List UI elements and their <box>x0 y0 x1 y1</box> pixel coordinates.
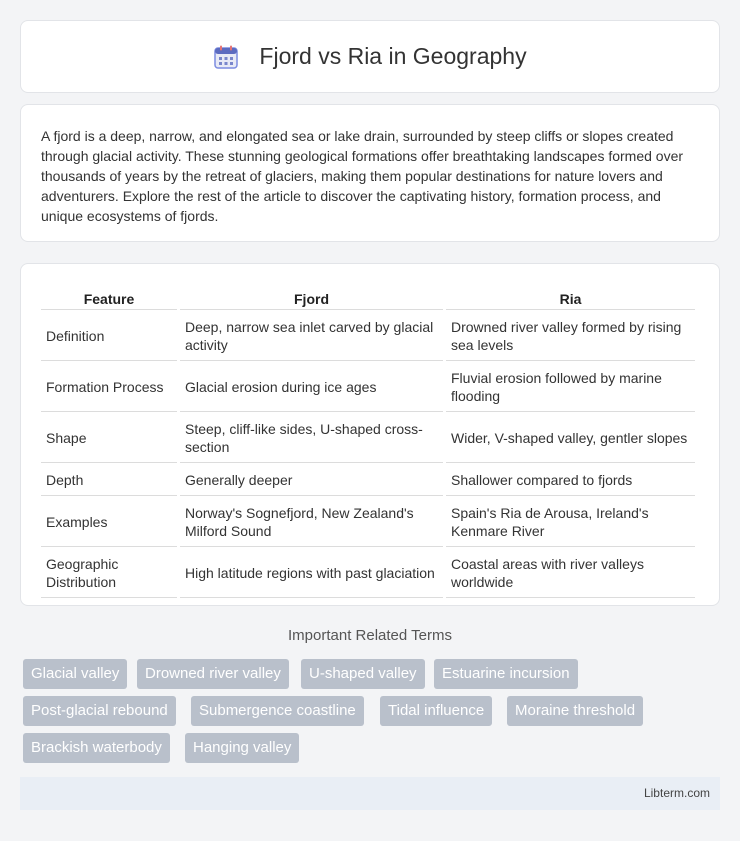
feature-cell: Formation Process <box>41 363 177 412</box>
feature-cell: Examples <box>41 498 177 547</box>
tag-hanging-valley[interactable]: Hanging valley <box>185 733 299 763</box>
tag-post-glacial-rebound[interactable]: Post-glacial rebound <box>23 696 176 726</box>
feature-cell: Shape <box>41 414 177 463</box>
fjord-cell: High latitude regions with past glaciation <box>180 549 443 598</box>
table-row <box>41 465 695 496</box>
feature-cell: Geographic Distribution <box>41 549 177 598</box>
table-row <box>41 312 695 361</box>
ria-cell: Shallower compared to fjords <box>446 465 695 496</box>
ria-cell: Fluvial erosion followed by marine flooding <box>446 363 695 412</box>
fjord-cell: Steep, cliff-like sides, U-shaped cross-section <box>180 414 443 463</box>
table-row <box>41 414 695 463</box>
page-title: Fjord vs Ria in Geography <box>259 43 527 69</box>
header-card <box>20 20 720 93</box>
comparison-table <box>38 286 698 600</box>
fjord-cell: Norway's Sognefjord, New Zealand's Milford Sound <box>180 498 443 547</box>
tag-brackish-waterbody[interactable]: Brackish waterbody <box>23 733 170 763</box>
ria-cell: Wider, V-shaped valley, gentler slopes <box>446 414 695 463</box>
calendar-grid-icon <box>213 44 239 70</box>
footer <box>20 777 720 810</box>
comparison-card <box>20 263 720 606</box>
fjord-cell: Deep, narrow sea inlet carved by glacial activity <box>180 312 443 361</box>
tag-u-shaped-valley[interactable]: U-shaped valley <box>301 659 425 689</box>
tag-tidal-influence[interactable]: Tidal influence <box>380 696 492 726</box>
ria-cell: Drowned river valley formed by rising sea levels <box>446 312 695 361</box>
tag-glacial-valley[interactable]: Glacial valley <box>23 659 127 689</box>
table-row <box>41 363 695 412</box>
feature-cell: Depth <box>41 465 177 496</box>
tag-moraine-threshold[interactable]: Moraine threshold <box>507 696 643 726</box>
header-feature: Feature <box>41 288 177 310</box>
fjord-cell: Generally deeper <box>180 465 443 496</box>
tag-estuarine-incursion[interactable]: Estuarine incursion <box>434 659 578 689</box>
fjord-cell: Glacial erosion during ice ages <box>180 363 443 412</box>
table-header-row <box>41 288 695 310</box>
ria-cell: Spain's Ria de Arousa, Ireland's Kenmare River <box>446 498 695 547</box>
tag-drowned-river-valley[interactable]: Drowned river valley <box>137 659 289 689</box>
footer-site-link[interactable]: Libterm.com <box>643 786 710 800</box>
intro-card <box>20 104 720 242</box>
header-fjord: Fjord <box>180 288 443 310</box>
intro-text: A fjord is a deep, narrow, and elongated sea or lake drain, surrounded by steep cliffs or slopes created through glacial activity. These stunning geological formations offer breathtaking landscapes formed over thousands of years by the retreat of glaciers, making them popular destinations for nature lovers and adventurers. Explore the rest of the article to discover the captivating history, formation process, and unique ecosystems of fjords. <box>41 128 684 224</box>
related-terms-title: Important Related Terms <box>288 627 452 644</box>
feature-cell: Definition <box>41 312 177 361</box>
table-row <box>41 498 695 547</box>
ria-cell: Coastal areas with river valleys worldwide <box>446 549 695 598</box>
table-row <box>41 549 695 598</box>
tag-submergence-coastline[interactable]: Submergence coastline <box>191 696 364 726</box>
header-ria: Ria <box>446 288 695 310</box>
